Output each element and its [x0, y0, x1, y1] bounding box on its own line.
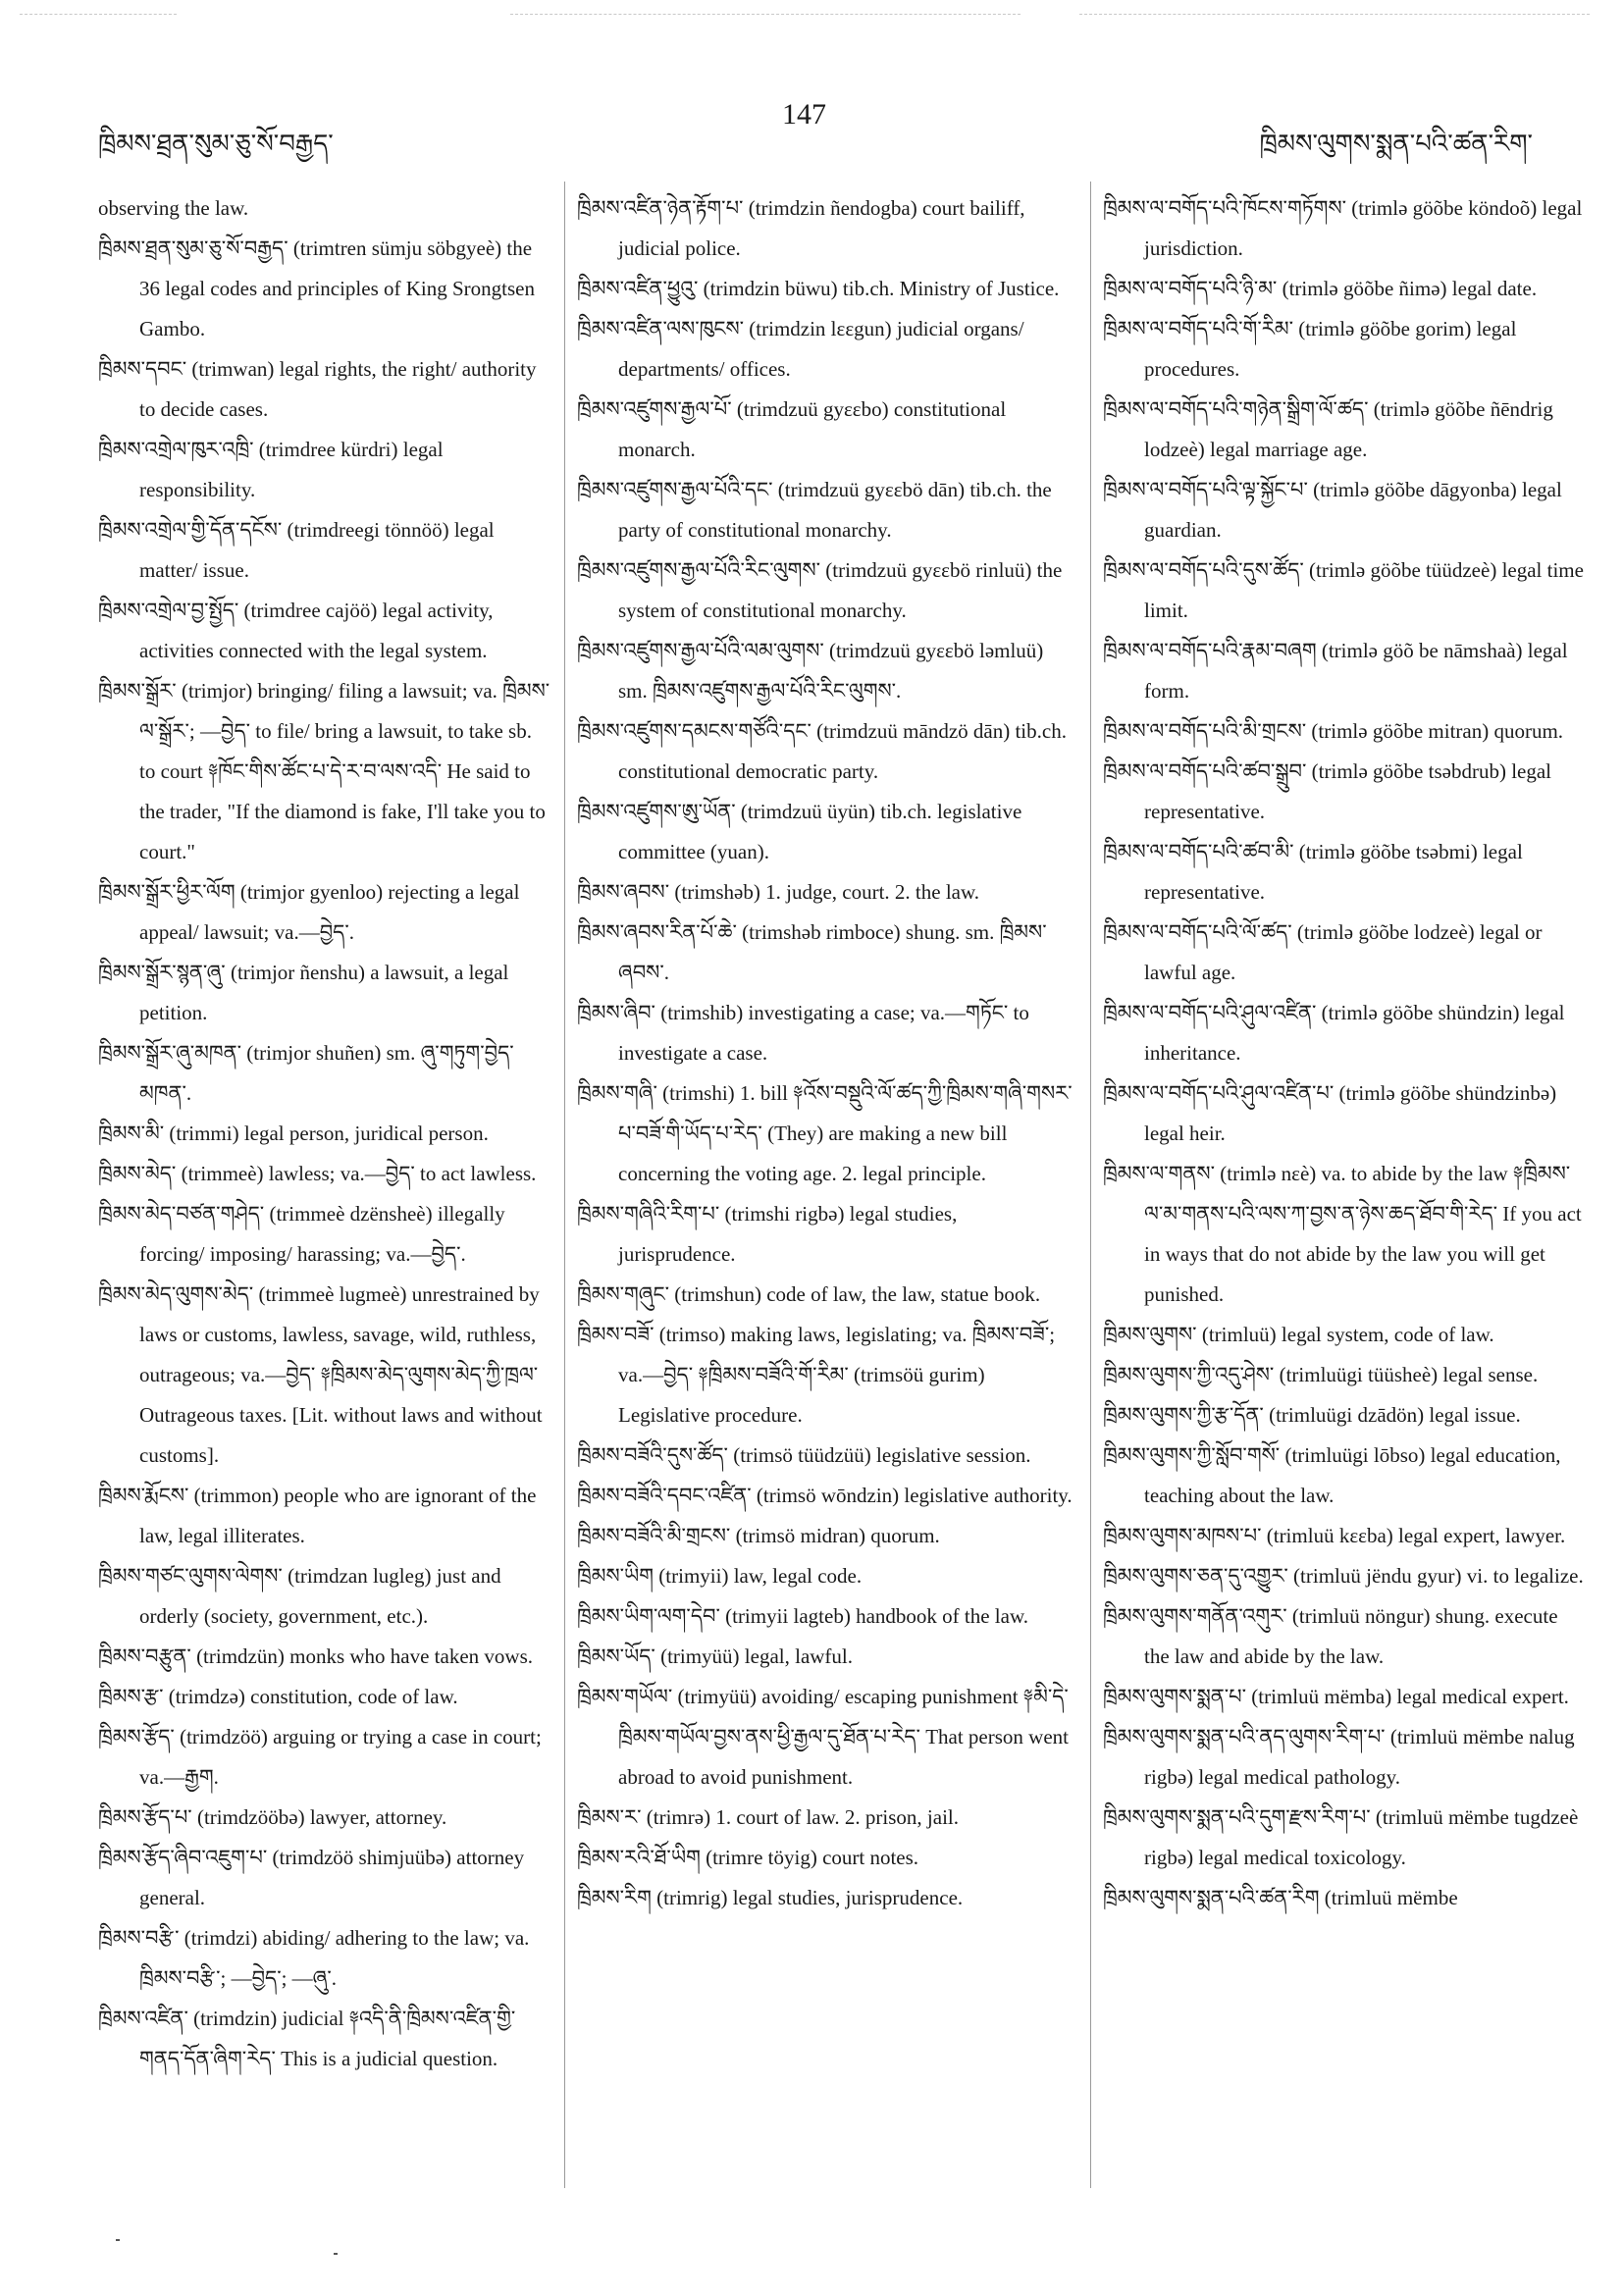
- dictionary-entry: ཁྲིམས་ལུགས་ཀྱི་རྩ་དོན་ (trimluügi dzādön) legal issue.: [1103, 1403, 1521, 1427]
- dictionary-entry: ཁྲིམས་འཛུགས་རྒྱལ་པོའི་ལམ་ལུགས་ (trimdzuü gyɛɛbö ləmluü) sm. ཁྲིམས་འཛུགས་རྒྱལ་པོའི་རིང་ལུགས་.: [577, 639, 1044, 703]
- scan-speck: [116, 2239, 120, 2241]
- column-divider-right: [1090, 182, 1091, 2188]
- dictionary-entry: ཁྲིམས་གཙང་ལུགས་ལེགས་ (trimdzan lugleg) just and orderly (society, government, etc.).: [98, 1564, 501, 1628]
- dictionary-entry: ཁྲིམས་གཞིའི་རིག་པ་ (trimshi rigbə) legal studies, jurisprudence.: [577, 1202, 958, 1266]
- top-scan-rule-left: [20, 14, 177, 15]
- dictionary-entry: ཁྲིམས་ལུགས་ (trimluü) legal system, code of law.: [1103, 1323, 1494, 1346]
- dictionary-entry: ཁྲིམས་བརྩུན་ (trimdzün) monks who have taken vows.: [98, 1644, 533, 1668]
- dictionary-entry: ཁྲིམས་ལུགས་སྨན་པའི་དུག་རྫས་རིག་པ་ (trimluü mëmbe tugdzeè rigbə) legal medical toxicology.: [1103, 1805, 1579, 1869]
- top-scan-rule-center: [510, 14, 1021, 15]
- dictionary-entry: ཁྲིམས་ལ་བགོད་པའི་ཤུལ་འཛིན་ (trimlə göõbe shündzin) legal inheritance.: [1103, 1001, 1565, 1065]
- dictionary-column-2: [577, 188, 1077, 2180]
- dictionary-entry: ཁྲིམས་རྩོད་ཞིབ་འཇུག་པ་ (trimdzöö shimjuübə) attorney general.: [98, 1846, 525, 1909]
- dictionary-entry: ཁྲིམས་ལ་བགོད་པའི་མི་གྲངས་ (trimlə göõbe mitran) quorum.: [1103, 719, 1564, 743]
- dictionary-entry: ཁྲིམས་མེད་བཙན་གཤེད་ (trimmeè dzënsheè) illegally forcing/ imposing/ harassing; va.—བྱེད་.: [98, 1202, 505, 1266]
- dictionary-entry: ཁྲིམས་འཛུགས་དམངས་གཙོའི་དང་ (trimdzuü māndzö dān) tib.ch. constitutional democratic party.: [577, 719, 1067, 783]
- dictionary-entry: ཁྲིམས་ལ་བགོད་པའི་ལོ་ཚད་ (trimlə göõbe lodzeè) legal or lawful age.: [1103, 920, 1543, 984]
- dictionary-entry: ཁྲིམས་ལ་བགོད་པའི་རྣམ་བཞག (trimlə göõ be nāmshaà) legal form.: [1103, 639, 1568, 703]
- dictionary-entry: ཁྲིམས་ཐྲན་སུམ་ཅུ་སོ་བརྒྱད་ (trimtren sümju söbgyeè) the 36 legal codes and principles of King Srongtsen Gambo.: [98, 236, 535, 340]
- dictionary-entry: ཁྲིམས་ཡོད་ (trimyüü) legal, lawful.: [577, 1644, 854, 1668]
- dictionary-entry: ཁྲིམས་མེད་ལུགས་མེད་ (trimmeè lugmeè) unrestrained by laws or customs, lawless, savage, wild, ruthless, outrageous; va.—བྱེད་ ༈ཁྲིམས་མེད་ལུགས་མེད་ཀྱི་ཁྲལ་ Outrageous taxes. [Lit. without laws and without customs].: [98, 1282, 543, 1467]
- dictionary-entry: ཁྲིམས་རྨོངས་ (trimmon) people who are ignorant of the law, legal illiterates.: [98, 1484, 537, 1547]
- page-header: [0, 98, 1623, 157]
- dictionary-entry: ཁྲིམས་གཞི་ (trimshi) 1. bill ༈འོས་བསྡུའི་ལོ་ཚད་ཀྱི་ཁྲིམས་གཞི་གསར་པ་བཟོ་གི་ཡོད་པ་རེད་ (They) are making a new bill concerning the voting age. 2. legal principle.: [577, 1081, 1073, 1185]
- dictionary-entry: ཁྲིམས་སྒྲོར་སྙན་ཞུ་ (trimjor ñenshu) a lawsuit, a legal petition.: [98, 961, 509, 1024]
- dictionary-entry: ཁྲིམས་ཞིབ་ (trimshib) investigating a case; va.—གཏོང་ to investigate a case.: [577, 1001, 1029, 1065]
- dictionary-entry: ཁྲིམས་འཛུགས་རྒྱལ་པོའི་དང་ (trimdzuü gyɛɛbö dān) tib.ch. the party of constitutional monarchy.: [577, 478, 1052, 542]
- dictionary-entry: ཁྲིམས་ར་ (trimrə) 1. court of law. 2. prison, jail.: [577, 1805, 959, 1829]
- dictionary-entry: ཁྲིམས་ལ་བགོད་པའི་གོ་རིམ་ (trimlə göõbe gorim) legal procedures.: [1103, 317, 1517, 381]
- scan-speck: [334, 2253, 338, 2255]
- dictionary-entry: ཁྲིམས་ལུགས་གནོན་འགུར་ (trimluü nöngur) shung. execute the law and abide by the law.: [1103, 1604, 1558, 1668]
- dictionary-entry: ཁྲིམས་བཟོའི་མི་གྲངས་ (trimsö midran) quorum.: [577, 1524, 940, 1547]
- dictionary-entry: ཁྲིམས་བཟོའི་དུས་ཚོད་ (trimsö tüüdzüü) legislative session.: [577, 1443, 1031, 1467]
- dictionary-entry: ཁྲིམས་བཟོ་ (trimso) making laws, legislating; va. ཁྲིམས་བཟོ་; va.—བྱེད་ ༈ཁྲིམས་བཟོའི་གོ་རིམ་ (trimsöü gurim) Legislative procedure.: [577, 1323, 1056, 1427]
- dictionary-entry: ཁྲིམས་འཛིན་ཕྱུའུ་ (trimdzin büwu) tib.ch. Ministry of Justice.: [577, 277, 1060, 300]
- running-head-right: ཁྲིམས་ལུགས་སྨན་པའི་ཚན་རིག་: [1259, 130, 1533, 159]
- dictionary-entry: ཁྲིམས་ཡིག་ལག་དེབ་ (trimyii lagteb) handbook of the law.: [577, 1604, 1029, 1628]
- dictionary-entry: ཁྲིམས་རིག (trimrig) legal studies, jurisprudence.: [577, 1886, 964, 1909]
- dictionary-entry: ཁྲིམས་འགྲེལ་བྱ་སྤྱོད་ (trimdree cajöö) legal activity, activities connected with the legal system.: [98, 599, 494, 662]
- page-number: 147: [782, 98, 826, 130]
- dictionary-entry: ཁྲིམས་སྒྲོར་ (trimjor) bringing/ filing a lawsuit; va. ཁྲིམས་ལ་སྒྲོར་; —བྱེད་ to file/ bring a lawsuit, to take sb. to court ༈ཁོང་གིས་ཚོང་པ་དེ་ར་བ་ལས་འདི་ He said to the trader, "If the diamond is fake, I'll take you to court.": [98, 679, 550, 863]
- dictionary-column-1: [98, 188, 551, 2180]
- dictionary-entry: ཁྲིམས་ལུགས་མཁས་པ་ (trimluü kɛɛba) legal expert, lawyer.: [1103, 1524, 1566, 1547]
- dictionary-entry: ཁྲིམས་རྩོད་ (trimdzöö) arguing or trying a case in court; va.—རྒྱག.: [98, 1725, 542, 1789]
- dictionary-entry: ཁྲིམས་ཞབས་ (trimshəb) 1. judge, court. 2. the law.: [577, 880, 980, 904]
- dictionary-entry: ཁྲིམས་སྒྲོར་ཞུ་མཁན་ (trimjor shuñen) sm. ཞུ་གཏུག་བྱེད་མཁན་.: [98, 1041, 514, 1105]
- dictionary-entry: ཁྲིམས་འཛིན་ལས་ཁུངས་ (trimdzin lɛɛgun) judicial organs/ departments/ offices.: [577, 317, 1024, 381]
- dictionary-entry: ཁྲིམས་འཛིན་ཉེན་རྟོག་པ་ (trimdzin ñendogba) court bailiff, judicial police.: [577, 196, 1025, 260]
- dictionary-entry: ཁྲིམས་དབང་ (trimwan) legal rights, the right/ authority to decide cases.: [98, 357, 537, 421]
- dictionary-entry: ཁྲིམས་ལུགས་ཀྱི་སློབ་གསོ་ (trimluügi lōbso) legal education, teaching about the law.: [1103, 1443, 1561, 1507]
- dictionary-entry: ཁྲིམས་རྩ་ (trimdzə) constitution, code of law.: [98, 1685, 458, 1708]
- dictionary-entry: ཁྲིམས་ལུགས་སྨན་པའི་ཚན་རིག (trimluü mëmbe: [1103, 1886, 1458, 1909]
- column-divider-left: [564, 182, 565, 2188]
- dictionary-entry: ཁྲིམས་ལ་བགོད་པའི་ཚབ་མི་ (trimlə göõbe tsəbmi) legal representative.: [1103, 840, 1523, 904]
- dictionary-entry: ཁྲིམས་འགྲེལ་ཁུར་འཁྲི་ (trimdree kürdri) legal responsibility.: [98, 438, 444, 501]
- running-head-left: ཁྲིམས་ཐྲན་སུམ་ཅུ་སོ་བརྒྱད་: [98, 130, 334, 159]
- dictionary-entry: ཁྲིམས་འཛུགས་རྒྱལ་པོའི་རིང་ལུགས་ (trimdzuü gyɛɛbö rinluü) the system of constitutional monarchy.: [577, 558, 1063, 622]
- dictionary-column-3: [1103, 188, 1584, 2180]
- dictionary-entry: ཁྲིམས་ལ་བགོད་པའི་ཚབ་སྒྲུབ་ (trimlə göõbe tsəbdrub) legal representative.: [1103, 759, 1552, 823]
- dictionary-entry: ཁྲིམས་ལ་བགོད་པའི་དུས་ཚོད་ (trimlə göõbe tüüdzeè) legal time limit.: [1103, 558, 1584, 622]
- dictionary-entry: ཁྲིམས་སྒྲོར་ཕྱིར་ལོག (trimjor gyenloo) rejecting a legal appeal/ lawsuit; va.—བྱེད་.: [98, 880, 520, 944]
- dictionary-entry: ཁྲིམས་འགྲེལ་གྱི་དོན་དངོས་ (trimdreegi tönnöö) legal matter/ issue.: [98, 518, 495, 582]
- dictionary-entry: ཁྲིམས་ལུགས་སྨན་པ་ (trimluü mëmba) legal medical expert.: [1103, 1685, 1569, 1708]
- top-scan-rule-right: [1079, 14, 1590, 15]
- dictionary-entry: ཁྲིམས་འཛིན་ (trimdzin) judicial ༈འདི་ནི་ཁྲིམས་འཛིན་གྱི་གནད་དོན་ཞིག་རེད་ This is a judicial question.: [98, 2007, 516, 2070]
- dictionary-entry: ཁྲིམས་མི་ (trimmi) legal person, juridical person.: [98, 1122, 489, 1145]
- dictionary-entry: ཁྲིམས་བཟོའི་དབང་འཛིན་ (trimsö wōndzin) legislative authority.: [577, 1484, 1073, 1507]
- dictionary-entry: ཁྲིམས་གཡོལ་ (trimyüü) avoiding/ escaping punishment ༈མི་དེ་ཁྲིམས་གཡོལ་བྱས་ནས་ཕྱི་རྒྱལ་དུ་ཐོན་པ་རེད་ That person went abroad to avoid punishment.: [577, 1685, 1069, 1789]
- dictionary-entry: ཁྲིམས་ལ་བགོད་པའི་ཁོངས་གཏོགས་ (trimlə göõbe köndoõ) legal jurisdiction.: [1103, 196, 1583, 260]
- dictionary-entry: ཁྲིམས་གཞུང་ (trimshun) code of law, the law, statue book.: [577, 1282, 1041, 1306]
- dictionary-entry: observing the law.: [98, 196, 249, 220]
- dictionary-entry: ཁྲིམས་ལ་བགོད་པའི་ཉི་མ་ (trimlə göõbe ñimə) legal date.: [1103, 277, 1538, 300]
- dictionary-entry: ཁྲིམས་བརྩི་ (trimdzi) abiding/ adhering to the law; va. ཁྲིམས་བརྩི་; —བྱེད་; —ཞུ་.: [98, 1926, 530, 1990]
- dictionary-entry: ཁྲིམས་ལ་བགོད་པའི་ཤུལ་འཛིན་པ་ (trimlə göõbe shündzinbə) legal heir.: [1103, 1081, 1557, 1145]
- dictionary-entry: ཁྲིམས་འཛུགས་ཨུ་ཡོན་ (trimdzuü üyün) tib.ch. legislative committee (yuan).: [577, 800, 1022, 863]
- dictionary-entry: ཁྲིམས་ལ་བགོད་པའི་གཉེན་སྒྲིག་ལོ་ཚད་ (trimlə göõbe ñēndrig lodzeè) legal marriage age.: [1103, 397, 1553, 461]
- dictionary-entry: ཁྲིམས་ལ་བགོད་པའི་ལྟ་སྐྱོང་པ་ (trimlə göõbe dāgyonba) legal guardian.: [1103, 478, 1562, 542]
- dictionary-entry: ཁྲིམས་ལ་གནས་ (trimlə nɛè) va. to abide by the law ༈ཁྲིམས་ལ་མ་གནས་པའི་ལས་ཀ་བྱས་ན་ཉེས་ཆད་ཐོབ་གི་རེད་ If you act in ways that do not abide by the law you will get punished.: [1103, 1162, 1582, 1306]
- dictionary-entry: ཁྲིམས་མེད་ (trimmeè) lawless; va.—བྱེད་ to act lawless.: [98, 1162, 537, 1185]
- dictionary-entry: ཁྲིམས་ཞབས་རིན་པོ་ཆེ་ (trimshəb rimboce) shung. sm. ཁྲིམས་ཞབས་.: [577, 920, 1047, 984]
- dictionary-entry: ཁྲིམས་འཛུགས་རྒྱལ་པོ་ (trimdzuü gyɛɛbo) constitutional monarch.: [577, 397, 1007, 461]
- dictionary-entry: ཁྲིམས་ལུགས་སྨན་པའི་ནད་ལུགས་རིག་པ་ (trimluü mëmbe nalug rigbə) legal medical pathology.: [1103, 1725, 1575, 1789]
- dictionary-entry: ཁྲིམས་རའི་ཐོ་ཡིག (trimre töyig) court notes.: [577, 1846, 919, 1869]
- dictionary-entry: ཁྲིམས་ལུགས་ཅན་དུ་འགྱུར་ (trimluü jëndu gyur) vi. to legalize.: [1103, 1564, 1584, 1588]
- dictionary-entry: ཁྲིམས་ཡིག (trimyii) law, legal code.: [577, 1564, 863, 1588]
- dictionary-entry: ཁྲིམས་ལུགས་ཀྱི་འདུ་ཤེས་ (trimluügi tüüsheè) legal sense.: [1103, 1363, 1539, 1386]
- dictionary-entry: ཁྲིམས་རྩོད་པ་ (trimdzööbə) lawyer, attorney.: [98, 1805, 447, 1829]
